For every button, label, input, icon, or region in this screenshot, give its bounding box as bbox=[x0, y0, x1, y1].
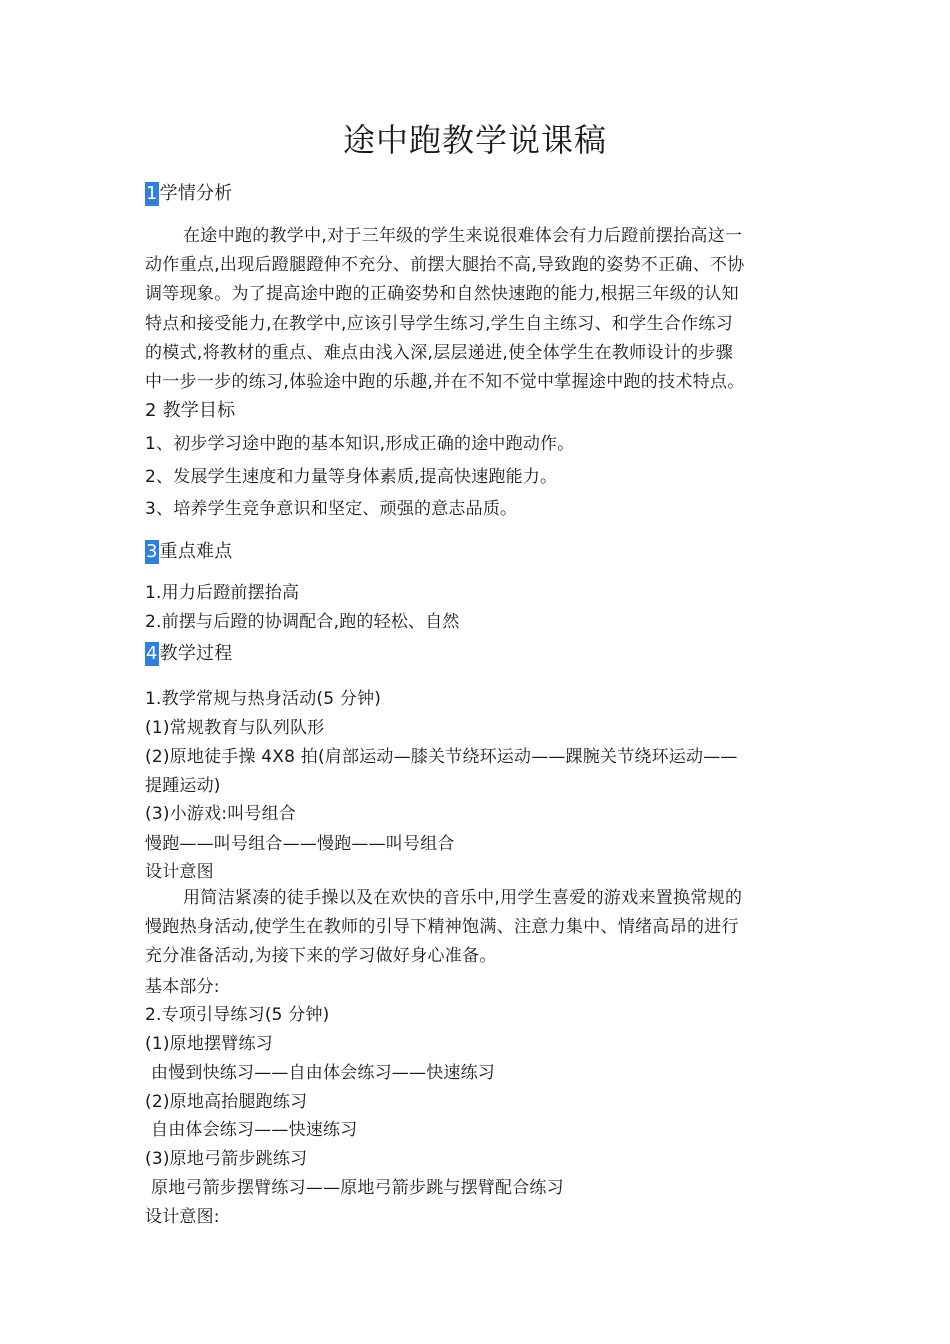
paragraph-line: 充分准备活动,为接下来的学习做好身心准备。 bbox=[145, 946, 497, 967]
goal-item: 3、培养学生竞争意识和坚定、顽强的意志品质。 bbox=[145, 499, 518, 519]
key-point-item: 2.前摆与后蹬的协调配合,跑的轻松、自然 bbox=[145, 612, 460, 632]
page-title: 途中跑教学说课稿 bbox=[342, 121, 607, 159]
section-number-badge: 1 bbox=[146, 183, 158, 204]
key-point-item: 1.用力后蹬前摆抬高 bbox=[145, 583, 300, 603]
paragraph-line: 调等现象。为了提高途中跑的正确姿势和自然快速跑的能力,根据三年级的认知 bbox=[145, 284, 739, 305]
process-line: (3)原地弓箭步跳练习 bbox=[145, 1149, 308, 1169]
paragraph-line: 用简洁紧凑的徒手操以及在欢快的音乐中,用学生喜爱的游戏来置换常规的 bbox=[183, 888, 743, 908]
design-intent-label: 设计意图 bbox=[145, 862, 214, 882]
paragraph-line: 慢跑热身活动,使学生在教师的引导下精神饱满、注意力集中、情绪高昂的进行 bbox=[145, 917, 739, 938]
analysis-paragraph bbox=[145, 222, 815, 397]
process-line: 慢跑——叫号组合——慢跑——叫号组合 bbox=[145, 834, 455, 854]
paragraph-line: 的模式,将教材的重点、难点由浅入深,层层递进,使全体学生在教师设计的步骤 bbox=[145, 342, 734, 363]
section-number-badge: 3 bbox=[146, 541, 158, 562]
section-heading-2: 2 教学目标 bbox=[145, 400, 236, 421]
process-line: (2)原地徒手操 4X8 拍(肩部运动—膝关节绕环运动——踝腕关节绕环运动—— bbox=[145, 747, 738, 767]
section-number-badge: 4 bbox=[146, 643, 158, 664]
process-line: (2)原地高抬腿跑练习 bbox=[145, 1092, 308, 1112]
design-intent-label: 设计意图: bbox=[145, 1207, 220, 1227]
process-line: 提踵运动) bbox=[145, 776, 221, 796]
process-line: 原地弓箭步摆臂练习——原地弓箭步跳与摆臂配合练习 bbox=[151, 1178, 564, 1198]
paragraph-line: 在途中跑的教学中,对于三年级的学生来说很难体会有力后蹬前摆抬高这一 bbox=[183, 226, 743, 246]
process-line: 由慢到快练习——自由体会练习——快速练习 bbox=[151, 1063, 495, 1083]
process-line: 2.专项引导练习(5 分钟) bbox=[145, 1005, 330, 1025]
section-heading-4 bbox=[145, 642, 815, 666]
basic-part-label: 基本部分: bbox=[145, 977, 220, 997]
process-line: 1.教学常规与热身活动(5 分钟) bbox=[145, 689, 382, 709]
section-title: 学情分析 bbox=[159, 183, 233, 204]
process-line: (3)小游戏:叫号组合 bbox=[145, 804, 297, 824]
goal-item: 2、发展学生速度和力量等身体素质,提高快速跑能力。 bbox=[145, 467, 558, 487]
paragraph-line: 中一步一步的练习,体验途中跑的乐趣,并在不知不觉中掌握途中跑的技术特点。 bbox=[145, 371, 745, 392]
process-line: 自由体会练习——快速练习 bbox=[151, 1120, 358, 1140]
section-title: 重点难点 bbox=[159, 541, 233, 562]
goal-item: 1、初步学习途中跑的基本知识,形成正确的途中跑动作。 bbox=[145, 434, 575, 454]
paragraph-line: 特点和接受能力,在教学中,应该引导学生练习,学生自主练习、和学生合作练习 bbox=[145, 313, 734, 334]
process-line: (1)原地摆臂练习 bbox=[145, 1034, 273, 1054]
paragraph-line: 动作重点,出现后蹬腿蹬伸不充分、前摆大腿抬不高,导致跑的姿势不正确、不协 bbox=[145, 255, 745, 276]
design-intent-paragraph bbox=[145, 884, 815, 972]
section-heading-3 bbox=[145, 540, 815, 564]
section-title: 教学过程 bbox=[159, 643, 233, 664]
process-line: (1)常规教育与队列队形 bbox=[145, 718, 325, 738]
section-heading-1 bbox=[145, 182, 815, 206]
